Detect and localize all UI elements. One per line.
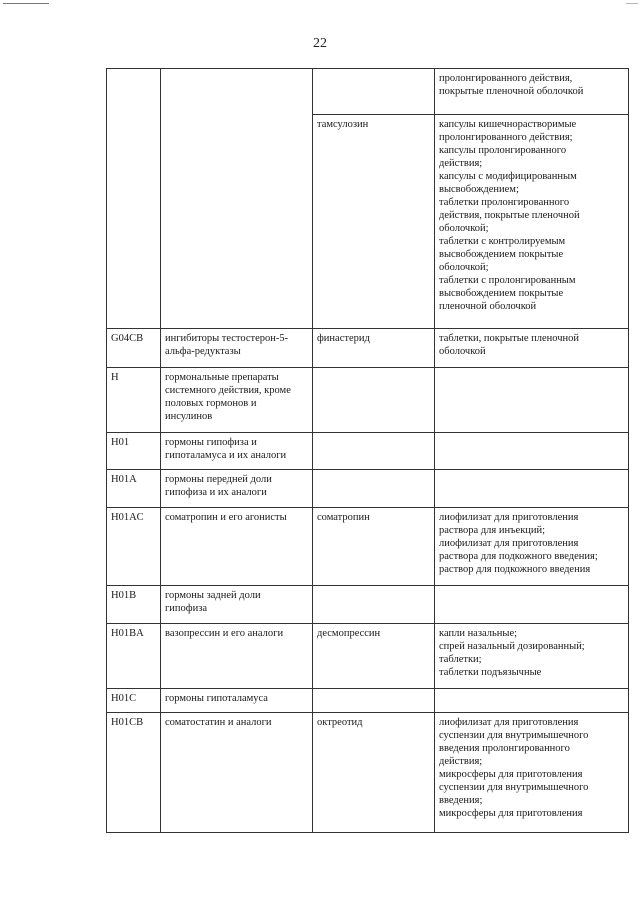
form-cell: таблетки, покрытые пленочной оболочкой [435,329,629,368]
form-cell: лиофилизат для приготовления раствора для инъекций; лиофилизат для приготовления раствора для подкожного введения; раствор для подкожного введения [435,508,629,586]
substance-cell: соматропин [313,508,435,586]
code-cell: H01B [107,586,161,624]
group-cell: соматостатин и аналоги [161,713,313,833]
table-row [107,713,629,833]
form-cell [435,586,629,624]
code-cell: H [107,368,161,433]
form-cell [435,368,629,433]
code-cell: H01 [107,433,161,470]
table-row [107,508,629,586]
form-cell: капли назальные; спрей назальный дозированный; таблетки; таблетки подъязычные [435,624,629,689]
table-row [107,586,629,624]
table-row [107,368,629,433]
substance-cell [313,69,435,115]
group-cell: гормональные препараты системного действия, кроме половых гормонов и инсулинов [161,368,313,433]
form-cell: лиофилизат для приготовления суспензии для внутримышечного введения пролонгированного действия; микросферы для приготовления суспензии для внутримышечного введения; микросферы для приготовления [435,713,629,833]
drug-classification-table [106,68,629,833]
substance-cell [313,470,435,508]
form-cell: капсулы кишечнорастворимые пролонгированного действия; капсулы пролонгированного действия; капсулы с модифицированным высвобождением; таблетки пролонгированного действия, покрытые пленочной оболочкой; таблетки с контролируемым высвобождением покрытые оболочкой; таблетки с пролонгированным высвобождением покрытые пленочной оболочкой [435,115,629,329]
substance-cell: тамсулозин [313,115,435,329]
page-number: 22 [313,36,327,51]
group-cell: гормоны гипоталамуса [161,689,313,713]
group-cell [161,69,313,329]
code-cell: H01A [107,470,161,508]
substance-cell: десмопрессин [313,624,435,689]
table-row [107,624,629,689]
form-cell [435,470,629,508]
form-cell: пролонгированного действия, покрытые пленочной оболочкой [435,69,629,115]
corner-scan-mark [3,3,49,4]
code-cell [107,69,161,329]
form-cell [435,433,629,470]
code-cell: H01BA [107,624,161,689]
substance-cell: октреотид [313,713,435,833]
code-cell: H01AC [107,508,161,586]
group-cell: гормоны гипофиза и гипоталамуса и их аналоги [161,433,313,470]
group-cell: вазопрессин и его аналоги [161,624,313,689]
group-cell: соматропин и его агонисты [161,508,313,586]
group-cell: гормоны передней доли гипофиза и их аналоги [161,470,313,508]
code-cell: H01CB [107,713,161,833]
form-cell [435,689,629,713]
table-row [107,470,629,508]
substance-cell [313,586,435,624]
margin-mark [626,3,638,4]
table-row [107,329,629,368]
substance-cell: финастерид [313,329,435,368]
table-row [107,433,629,470]
code-cell: H01C [107,689,161,713]
code-cell: G04CB [107,329,161,368]
substance-cell [313,368,435,433]
table-row [107,689,629,713]
substance-cell [313,689,435,713]
table-row [107,69,629,115]
substance-cell [313,433,435,470]
group-cell: гормоны задней доли гипофиза [161,586,313,624]
group-cell: ингибиторы тестостерон-5- альфа-редуктазы [161,329,313,368]
